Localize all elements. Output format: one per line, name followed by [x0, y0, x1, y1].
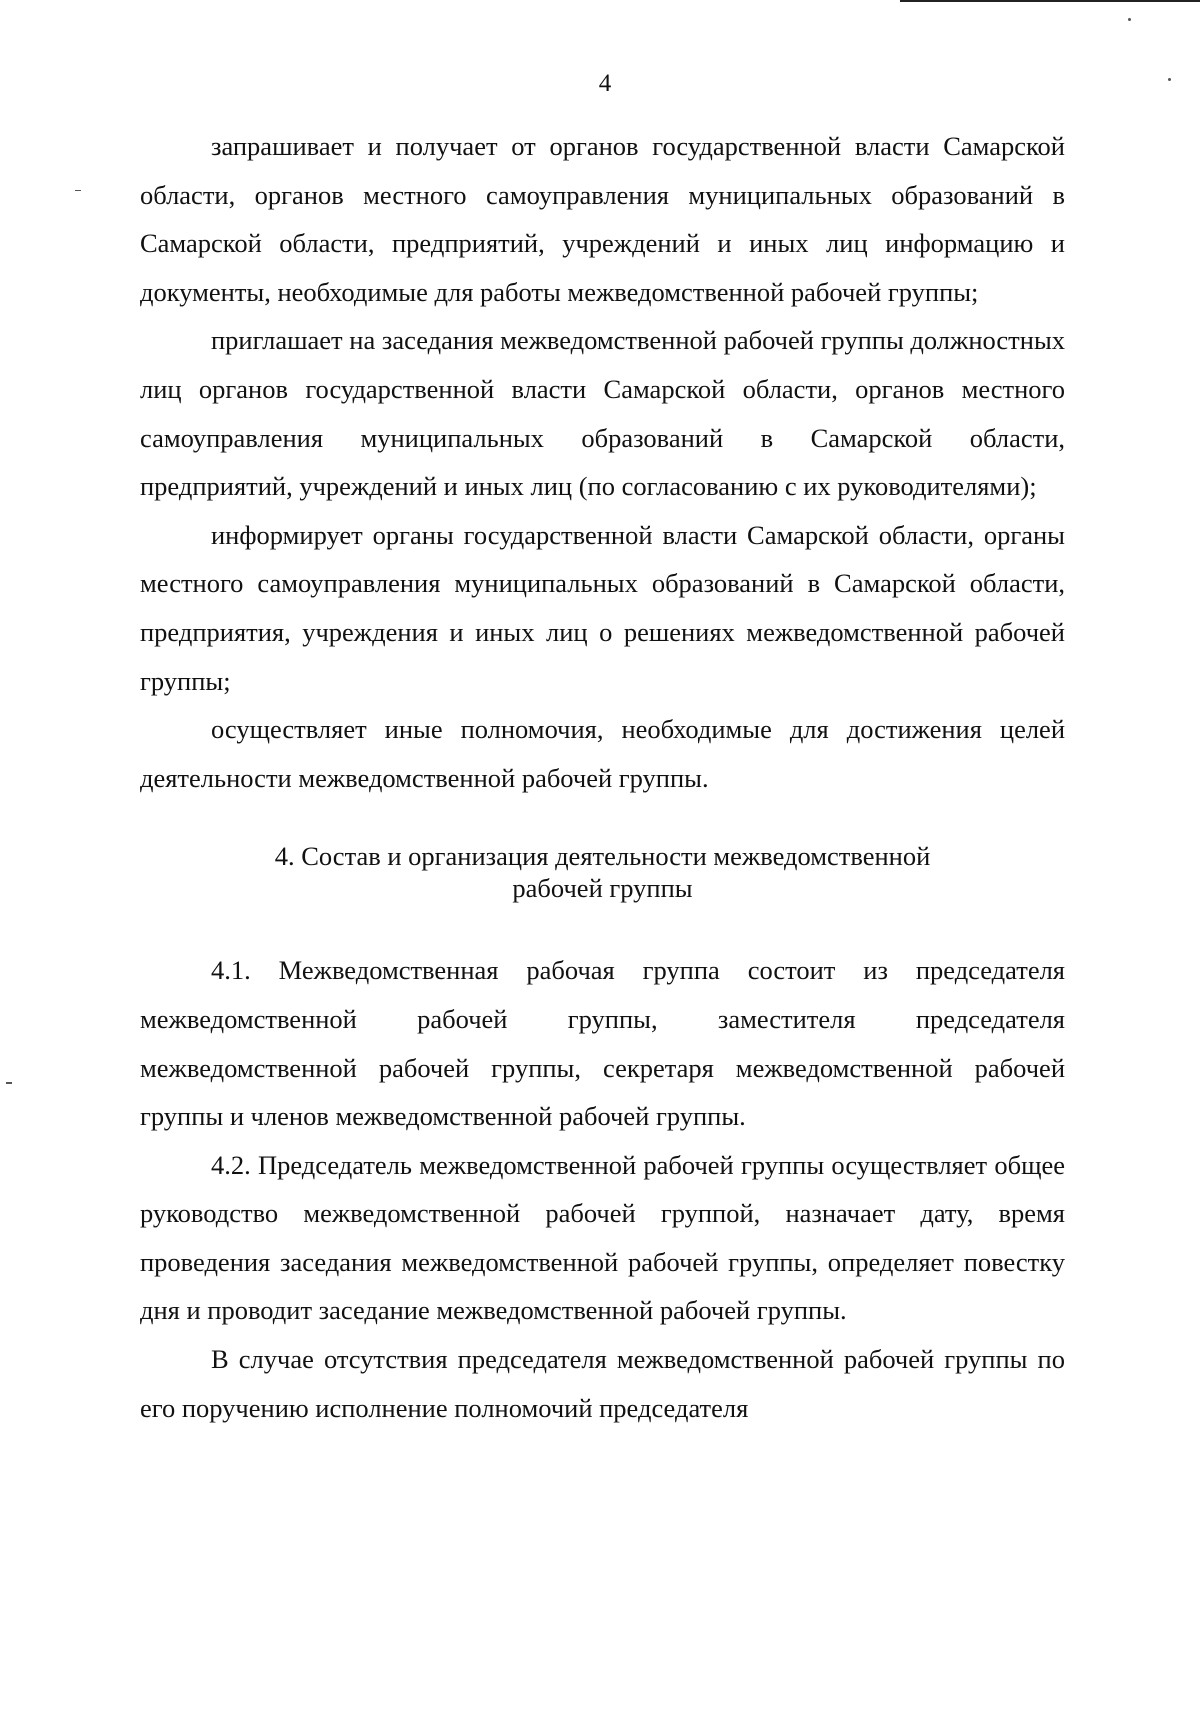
scan-speck — [75, 190, 81, 191]
paragraph-4-1-composition: 4.1. Межведомственная рабочая группа состоит из председателя межведомственной рабочей группы, заместителя председателя межведомственной рабочей группы, секретаря межведомственной рабочей группы и членов межведомственной рабочей группы. — [140, 955, 1065, 1132]
paragraph-4-2-chairman: 4.2. Председатель межведомственной рабочей группы осуществляет общее руководство межведомственной рабочей группой, назначает дату, время проведения заседания межведомственной рабочей группы, определяет повестку дня и проводит заседание межведомственной рабочей группы. — [140, 1149, 1065, 1326]
section-heading-line-1: 4. Состав и организация деятельности межведомственной — [274, 841, 931, 872]
top-edge-line — [900, 0, 1200, 2]
document-body — [140, 122, 1065, 1432]
section-heading-line-2: рабочей группы — [512, 873, 693, 904]
section-heading — [140, 840, 1065, 904]
scan-speck — [1128, 18, 1131, 21]
page-number: 4 — [598, 70, 612, 97]
paragraph-other-powers: осуществляет иные полномочия, необходимые для достижения целей деятельности межведомственной рабочей группы. — [140, 714, 1065, 793]
scan-speck — [6, 1082, 12, 1084]
paragraph-invites-officials: приглашает на заседания межведомственной рабочей группы должностных лиц органов государственной власти Самарской области, органов местного самоуправления муниципальных образований в Самарской области, предприятий, учреждений и иных лиц (по согласованию с их руководителями); — [140, 325, 1065, 502]
paragraph-requests-information: запрашивает и получает от органов государственной власти Самарской области, органов местного самоуправления муниципальных образований в Самарской области, предприятий, учреждений и иных лиц информацию и документы, необходимые для работы межведомственной рабочей группы; — [140, 131, 1065, 307]
paragraph-informs-bodies: информирует органы государственной власти Самарской области, органы местного самоуправления муниципальных образований в Самарской области, предприятия, учреждения и иных лиц о решениях межведомственной рабочей группы; — [140, 519, 1065, 696]
scan-speck — [1168, 78, 1171, 81]
paragraph-absence-of-chairman: В случае отсутствия председателя межведомственной рабочей группы по его поручению исполнение полномочий председателя — [140, 1344, 1065, 1423]
